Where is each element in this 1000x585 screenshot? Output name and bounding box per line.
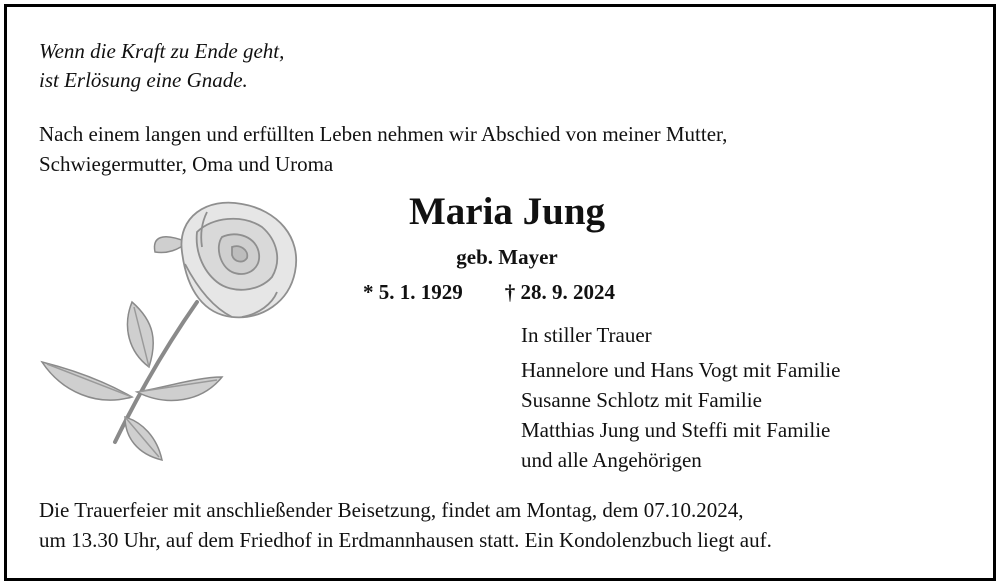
motto-line-1: Wenn die Kraft zu Ende geht, [39, 39, 285, 63]
mourner-line: Susanne Schlotz mit Familie [521, 388, 762, 412]
death-date: † 28. 9. 2024 [504, 280, 615, 304]
mourner-line: und alle Angehörigen [521, 448, 702, 472]
life-dates [363, 277, 615, 307]
mourner-line: Matthias Jung und Steffi mit Familie [521, 418, 831, 442]
mourners-heading: In stiller Trauer [521, 323, 652, 347]
mourner-line: Hannelore und Hans Vogt mit Familie [521, 358, 841, 382]
rose-icon [37, 192, 307, 462]
intro-line-1: Nach einem langen und erfüllten Leben nehmen wir Abschied von meiner Mutter, [39, 122, 728, 146]
motto-line-2: ist Erlösung eine Gnade. [39, 68, 248, 92]
ceremony-line-1: Die Trauerfeier mit anschließender Beisetzung, findet am Montag, dem 07.10.2024, [39, 498, 744, 522]
maiden-name: geb. Mayer [456, 245, 558, 269]
obituary-notice [4, 4, 996, 581]
motto [39, 37, 284, 95]
ceremony-line-2: um 13.30 Uhr, auf dem Friedhof in Erdmannhausen statt. Ein Kondolenzbuch liegt auf. [39, 528, 772, 552]
ceremony-info [39, 495, 772, 555]
mourners-block [521, 320, 840, 475]
deceased-name: Maria Jung [408, 190, 606, 233]
birth-date: * 5. 1. 1929 [363, 280, 463, 304]
intro-line-2: Schwiegermutter, Oma und Uroma [39, 152, 334, 176]
intro-text [39, 119, 727, 179]
